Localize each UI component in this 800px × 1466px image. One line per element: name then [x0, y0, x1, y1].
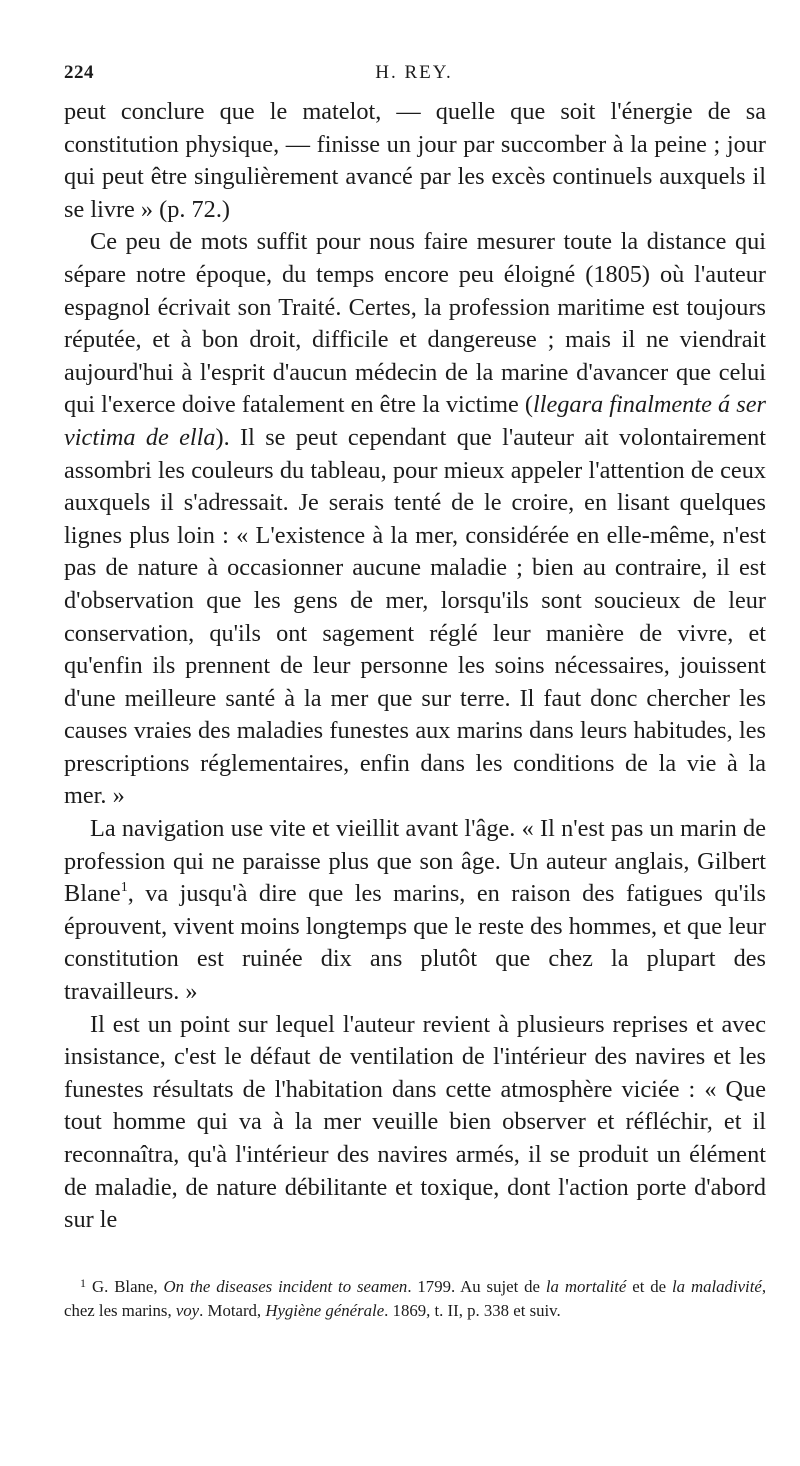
paragraph-3-text-b: , va jusqu'à dire que les marins, en raison des fatigues qu'ils éprouvent, vivent moins longtemps que le reste des hommes, et que leur constitution est ruinée dix ans plutôt que chez la plupart des travailleurs. » [64, 880, 766, 1006]
paragraph-2 [64, 226, 766, 813]
footnote-text-3: et de [626, 1277, 673, 1296]
paragraph-2-text-b: ). Il se peut cependant que l'auteur ait volontairement assombri les couleurs du tableau, pour mieux appeler l'attention de ceux auxquels il s'adressait. Je serais tenté de le croire, en lisant quelques lignes plus loin : « L'existence à la mer, considérée en elle-même, n'est pas de nature à occasionner aucune maladie ; bien au contraire, il est d'observation que les gens de mer, lorsqu'ils sont soucieux de leur conservation, qu'ils ont sagement réglé leur manière de vivre, et qu'enfin ils prennent de leur personne les soins nécessaires, jouissent d'une meilleure santé à la mer que sur terre. Il faut donc chercher les causes vraies des maladies funestes aux marins dans leurs habitudes, les prescriptions réglementaires, enfin dans les conditions de la vie à la mer. » [64, 423, 766, 810]
footnote [64, 1275, 766, 1323]
paragraph-2-text-a: Ce peu de mots suffit pour nous faire mesurer toute la distance qui sépare notre époque, du temps encore peu éloigné (1805) où l'auteur espagnol écrivait son Traité. Certes, la profession maritime est toujours réputée, et à bon droit, difficile et dangereuse ; mais il ne viendrait aujourd'hui à l'esprit d'aucun médecin de la marine d'avancer que celui qui l'exerce doive fatalement en être la victime ( [64, 228, 766, 419]
footnote-italic-1: On the diseases incident to seamen [163, 1277, 408, 1296]
footnote-text-1: G. Blane, [92, 1277, 164, 1296]
paragraph-3-text-a: La navigation use vite et vieillit avant l'âge. « Il n'est pas un marin de profession qui ne paraisse plus que son âge. Un auteur anglais, Gilbert Blane [64, 815, 766, 908]
running-head: H. REY. [375, 62, 453, 83]
body-text [64, 96, 766, 1237]
footnote-text-6: . 1869, t. II, p. 338 et suiv. [384, 1301, 561, 1320]
footnote-text-5: . Motard, [199, 1301, 266, 1320]
paragraph-1-text: peut conclure que le matelot, — quelle que soit l'énergie de sa constitution physique, — finisse un jour par succomber à la peine ; jour qui peut être singulièrement avancé par les excès continuels auxquels il se livre » (p. 72.) [64, 98, 766, 223]
spanish-quote-italic: llegara finalmente á ser victima de ella [64, 391, 766, 451]
footnote-text-2: . 1799. Au sujet de [407, 1277, 546, 1296]
footnote-reference: 1 [120, 880, 128, 896]
footnote-italic-4: voy [175, 1301, 200, 1320]
footnote-italic-2: la mortalité [545, 1277, 627, 1296]
paragraph-4-text: Il est un point sur lequel l'auteur revient à plusieurs reprises et avec insistance, c'est le défaut de ventilation de l'intérieur des navires et les funestes résultats de l'habitation dans cette atmosphère viciée : « Que tout homme qui va à la mer veuille bien observer et réfléchir, et il reconnaîtra, qu'à l'intérieur des navires armés, il se produit un élément de maladie, de nature débilitante et toxique, dont l'action porte d'abord sur le [64, 1010, 766, 1234]
footnote-text-4: , chez les marins, [64, 1277, 767, 1320]
page-number: 224 [64, 62, 94, 83]
footnote-italic-5: Hygiène générale [265, 1301, 385, 1320]
footnote-mark: 1 [80, 1276, 86, 1290]
page-header [64, 62, 764, 90]
paragraph-3 [64, 813, 766, 1009]
footnote-italic-3: la maladivité [672, 1277, 762, 1296]
paragraph-4 [64, 1009, 766, 1237]
paragraph-1 [64, 96, 766, 226]
